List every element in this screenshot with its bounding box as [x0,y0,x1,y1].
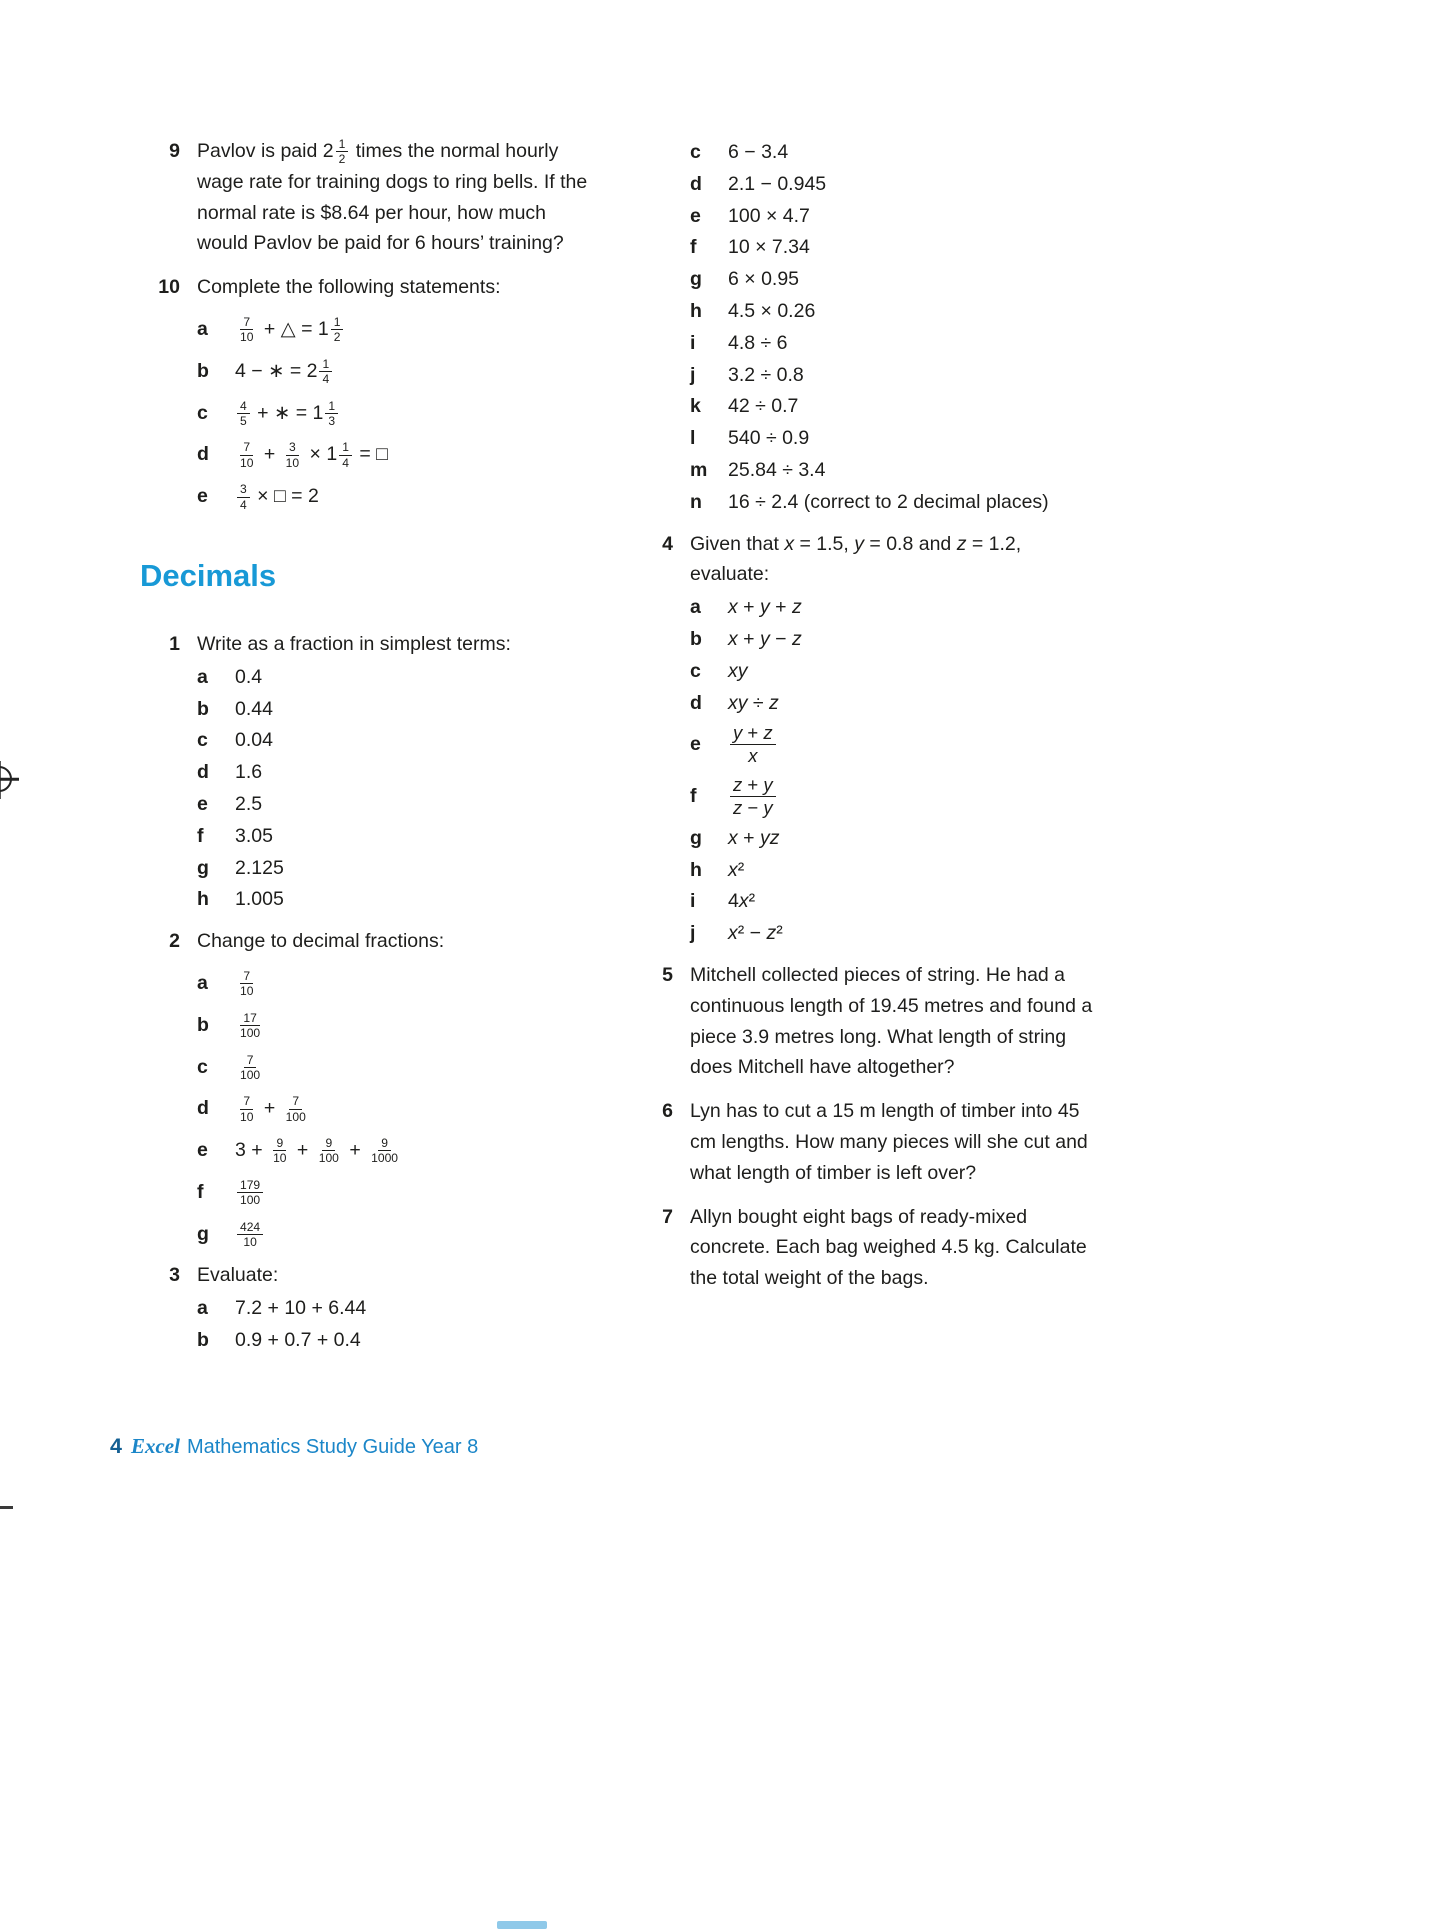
item-list [690,592,1098,949]
fraction: $\frac{7}{100}$ [285,1094,306,1124]
item-expression: 100 × 4.7 [728,204,810,227]
item-expression: 1.6 [235,761,263,784]
fraction: $\frac{9}{100}$ [318,1136,339,1166]
fraction: $\frac{y + z}{x}$ [730,722,776,767]
page-number: 4 [110,1434,122,1458]
fraction: $\frac{179}{100}$ [237,1178,263,1208]
question-prompt: Given that x = 1.5, y = 0.8 and z = 1.2, evaluate: [690,532,1022,586]
item-letter: n [690,490,702,513]
item-list [197,1293,597,1356]
question-text: Allyn bought eight bags of ready-mixed concrete. Each bag weighed 4.5 kg. Calculate the total weight of the bags. [690,1205,1087,1290]
item-expression [235,1052,597,1083]
item-expression: 6 × 0.95 [728,268,800,291]
item-letter: g [197,856,209,879]
item-expression: 2.125 [235,856,284,879]
question-7 [633,1202,1098,1296]
question-1 [140,629,597,915]
fraction: $\frac{4}{5}$ [237,399,250,429]
fraction: $\frac{424}{10}$ [237,1220,263,1250]
list-item [690,592,1098,623]
item-expression: 7.2 + 10 + 6.44 [235,1297,367,1320]
item-expression [235,968,597,999]
item-letter: e [690,204,701,227]
item-expression [728,719,1098,770]
item-letter: c [197,729,208,752]
list-item [197,314,597,345]
item-letter: f [690,236,697,259]
item-letter: d [197,1097,209,1120]
list-item [197,757,597,788]
item-letter: c [690,141,701,163]
item-letter: l [690,427,696,450]
item-expression: x² − z² [728,922,783,945]
list-item [690,823,1098,854]
item-letter: h [690,299,702,322]
item-expression: x + yz [728,826,780,849]
question-number: 2 [169,930,180,953]
item-letter: e [690,732,701,755]
list-item [690,886,1098,917]
list-item [197,821,597,852]
item-letter: m [690,458,708,481]
list-item [690,328,1098,359]
list-item [690,719,1098,770]
item-expression: 4.8 ÷ 6 [728,331,788,354]
question-number: 5 [662,963,673,986]
item-expression: $\frac{3}{4}$ × □ = 2 [235,481,597,512]
list-item [197,853,597,884]
item-expression: 3.05 [235,824,273,847]
item-expression: 16 ÷ 2.4 (correct to 2 decimal places) [728,490,1049,513]
item-letter: a [197,665,208,688]
item-letter: a [690,596,701,619]
list-item [197,1325,597,1356]
fraction: $\frac{7}{100}$ [240,1052,261,1082]
list-item [690,201,1098,232]
item-letter: d [690,172,702,195]
series-title: Mathematics Study Guide Year 8 [186,1436,479,1458]
fraction: $\frac{9}{10}$ [273,1136,287,1166]
question-3-continued [633,136,1098,518]
item-expression: x² [728,858,745,881]
item-letter: j [690,363,696,386]
item-expression: xy ÷ z [728,691,779,714]
list-item [197,481,597,512]
fraction: $\frac{17}{100}$ [240,1010,261,1041]
item-letter: e [197,1139,208,1162]
list-item [690,688,1098,719]
list-item [197,884,597,915]
list-item [690,656,1098,687]
list-item [197,1135,597,1166]
registration-mark-icon [0,766,12,792]
item-letter: f [197,824,204,847]
list-item [197,1219,597,1250]
list-item [197,1177,597,1208]
question-5 [633,960,1098,1085]
item-letter: g [690,268,702,291]
item-expression: 4 − ∗ = 2 $\frac{1}{4}$ [235,356,597,387]
item-letter: b [690,627,702,650]
item-letter: e [197,485,208,508]
item-letter: i [690,331,696,354]
right-column [633,136,1098,1307]
item-expression: x + y + z [728,596,802,619]
list-item [690,771,1098,822]
item-expression: 2.1 − 0.945 [728,172,827,195]
item-letter: j [690,922,696,945]
item-expression: 0.04 [235,729,273,752]
fraction: $\frac{7}{10}$ [240,440,254,470]
item-expression: 10 × 7.34 [728,236,810,259]
item-letter: a [197,317,208,340]
item-letter: g [690,826,702,849]
item-expression: 2.5 [235,792,263,815]
question-text: Pavlov is paid 2 $\frac{1}{2}$ times the normal hourly wage rate for training dogs to ring bells. If the normal rate is $8.64 per hour, how much would Pavlov be paid for 6 hours’ training? [197,137,588,255]
question-prompt: Evaluate: [197,1264,279,1287]
item-expression [728,771,1098,822]
item-expression: $\frac{7}{10}$ + $\frac{3}{10}$ × 1 $\frac{1}{4}$ = □ [235,439,597,470]
item-expression [235,1219,597,1250]
question-number: 1 [169,632,180,655]
item-expression [235,1177,597,1208]
list-item [690,487,1098,518]
item-expression: $\frac{7}{10}$ + $\frac{7}{100}$ [235,1093,597,1124]
list-item [690,264,1098,295]
item-letter: b [197,359,209,382]
item-letter: d [197,761,209,784]
question-2 [140,926,597,1249]
item-letter: c [690,659,701,682]
item-expression: 0.9 + 0.7 + 0.4 [235,1329,361,1352]
item-expression: 3.2 ÷ 0.8 [728,363,804,386]
fraction: $\frac{7}{10}$ [240,315,254,345]
list-item [690,455,1098,486]
item-letter: b [197,1329,209,1352]
question-4 [633,529,1098,949]
fraction: $\frac{1}{2}$ [331,315,344,345]
item-expression: 0.44 [235,697,273,720]
fraction: $\frac{3}{10}$ [285,440,300,470]
item-letter: h [197,888,209,911]
item-letter: b [197,697,209,720]
list-item [197,789,597,820]
item-letter: b [197,1013,209,1036]
list-item [690,918,1098,949]
footer [110,1430,478,1464]
list-item [197,1093,597,1124]
item-expression: $\frac{7}{10}$ + △ = 1 $\frac{1}{2}$ [235,314,597,345]
question-prompt: Write as a fraction in simplest terms: [197,632,511,655]
item-expression: 42 ÷ 0.7 [728,395,799,418]
item-expression: $\frac{4}{5}$ + ∗ = 1 $\frac{1}{3}$ [235,398,597,429]
fraction: $\frac{1}{4}$ [319,357,332,387]
brand-name: Excel [130,1434,180,1458]
trim-mark [0,1506,13,1509]
item-list [690,137,1098,518]
question-9 [140,136,597,261]
question-number: 10 [158,276,180,299]
item-list [197,662,597,915]
list-item [197,662,597,693]
list-item [197,1293,597,1324]
list-item [690,391,1098,422]
fraction: $\frac{3}{4}$ [237,482,250,512]
question-number: 9 [169,140,180,162]
question-number: 3 [169,1264,180,1287]
question-prompt: Complete the following statements: [197,276,501,299]
fraction: $\frac{z + y}{z - y}$ [730,774,776,819]
item-expression: 4x² [728,890,756,913]
item-letter: d [690,691,702,714]
item-letter: a [197,1297,208,1320]
item-letter: f [197,1180,204,1203]
list-item [690,232,1098,263]
list-item [690,137,1098,168]
item-expression: x + y − z [728,627,802,650]
fraction: $\frac{7}{10}$ [240,1094,254,1124]
list-item [690,360,1098,391]
list-item [197,439,597,470]
list-item [197,356,597,387]
item-expression: xy [728,659,748,682]
item-letter: c [197,1055,208,1078]
list-item [690,624,1098,655]
section-heading-decimals: Decimals [140,557,277,593]
item-expression: 3 + $\frac{9}{10}$ + $\frac{9}{100}$ + $\frac{9}{1000}$ [235,1135,597,1166]
fraction: $\frac{7}{10}$ [240,968,254,999]
list-item [197,725,597,756]
item-expression: 0.4 [235,665,263,688]
list-item [690,855,1098,886]
fraction: $\frac{1}{4}$ [339,440,352,470]
item-expression: 540 ÷ 0.9 [728,427,810,450]
item-expression [235,1010,597,1041]
item-letter: a [197,971,208,994]
item-letter: g [197,1222,209,1245]
question-text: Lyn has to cut a 15 m length of timber into 45 cm lengths. How many pieces will she cut and what length of timber is left over? [690,1100,1088,1184]
question-3 [140,1260,597,1355]
question-prompt: Change to decimal fractions: [197,930,445,953]
list-item [197,398,597,429]
question-6 [633,1096,1098,1190]
list-item [197,1010,597,1041]
item-expression: 6 − 3.4 [728,141,789,163]
item-list [197,968,597,1250]
list-item [197,1052,597,1083]
item-letter: c [197,401,208,424]
list-item [690,423,1098,454]
question-text: Mitchell collected pieces of string. He had a continuous length of 19.45 metres and found a piece 3.9 metres long. What length of string does Mitchell have altogether? [690,963,1093,1079]
left-column [140,136,597,1367]
item-letter: f [690,784,697,807]
item-expression: 25.84 ÷ 3.4 [728,458,826,481]
item-list [197,314,597,512]
item-letter: e [197,792,208,815]
fraction: $\frac{9}{1000}$ [371,1136,399,1166]
page-edge-artifact [497,1921,547,1929]
item-letter: h [690,858,702,881]
fraction: $\frac{1}{3}$ [325,399,338,429]
list-item [197,968,597,999]
item-expression: 4.5 × 0.26 [728,299,816,322]
question-10 [140,272,597,512]
item-expression: 1.005 [235,888,284,911]
fraction: $\frac{1}{2}$ [336,137,349,167]
question-number: 7 [662,1205,673,1228]
question-number: 4 [662,532,673,555]
item-letter: k [690,395,701,418]
item-letter: d [197,443,209,466]
list-item [690,169,1098,200]
list-item [690,296,1098,327]
item-letter: i [690,890,696,913]
list-item [197,694,597,725]
question-number: 6 [662,1100,673,1123]
